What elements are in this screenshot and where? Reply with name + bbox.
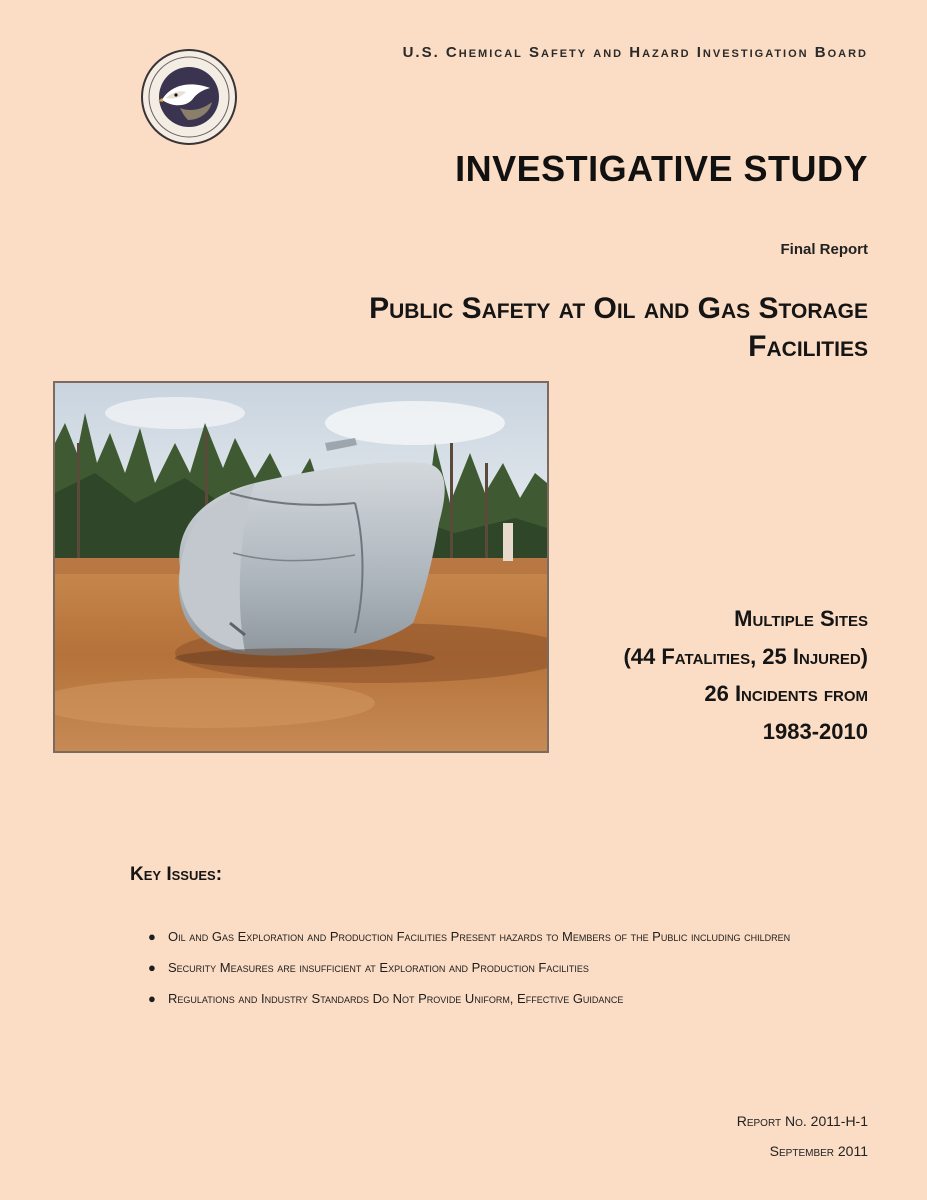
list-item [148, 928, 868, 946]
report-number: Report No. 2011-H-1 [736, 1113, 868, 1129]
sites-line-1: Multiple Sites [734, 606, 868, 631]
report-status: Final Report [780, 241, 868, 258]
key-issues-list [148, 928, 868, 1021]
report-title [180, 290, 868, 366]
key-issue-text: Security Measures are insufficient at Exploration and Production Facilities [168, 960, 589, 975]
report-title-line-1: Public Safety at Oil and Gas Storage [369, 292, 868, 325]
sites-line-4: 1983-2010 [762, 718, 868, 744]
sites-line-3: 26 Incidents from [704, 681, 868, 706]
list-item [148, 990, 868, 1008]
bullet-icon: ● [148, 960, 156, 975]
bullet-icon: ● [148, 991, 156, 1006]
key-issue-text: Regulations and Industry Standards Do Not Provide Uniform, Effective Guidance [168, 991, 624, 1006]
agency-name: U.S. Chemical Safety and Hazard Investigation Board [402, 44, 868, 61]
key-issues-heading: Key Issues: [130, 864, 223, 885]
key-issue-text: Oil and Gas Exploration and Production Facilities Present hazards to Members of the Public including children [168, 929, 791, 944]
study-type-title: INVESTIGATIVE STUDY [455, 148, 868, 189]
bullet-icon: ● [148, 929, 156, 944]
sites-summary [520, 600, 868, 750]
report-date: September 2011 [769, 1143, 868, 1159]
list-item [148, 959, 868, 977]
csb-seal-icon [140, 48, 238, 146]
sites-line-2: (44 Fatalities, 25 Injured) [623, 643, 868, 669]
report-title-line-2: Facilities [748, 330, 868, 363]
damaged-storage-tank-photo [53, 381, 549, 753]
